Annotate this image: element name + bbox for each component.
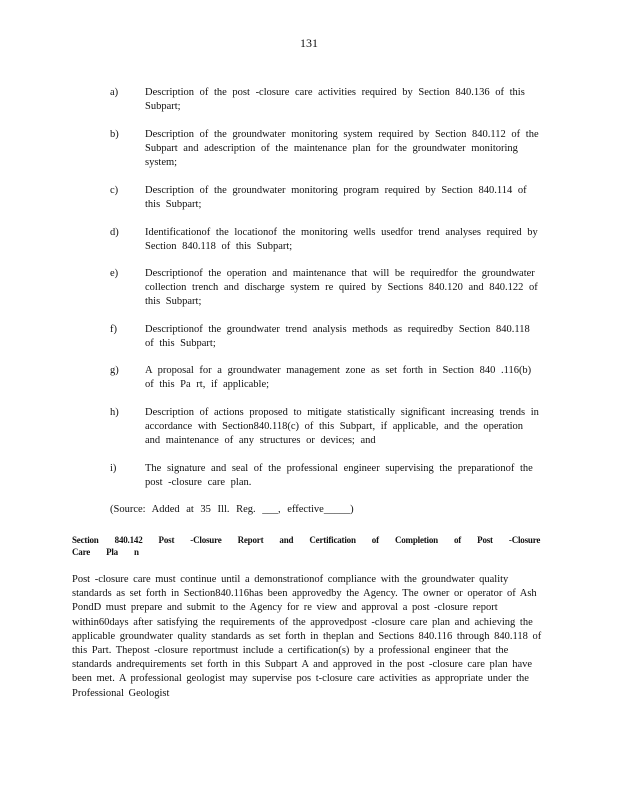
list-item-marker: g) — [110, 365, 119, 376]
list-item-text: Description of the groundwater monitoring program required by Section 840.114 of this Subpart; — [145, 185, 527, 210]
list-item-text: Description of the post -closure care activities required by Section 840.136 of this Subpart; — [145, 87, 525, 112]
list-item-text: Descriptionof the groundwater trend analysis methods as requiredby Section 840.118 of this Subpart; — [145, 324, 530, 349]
list-item-marker: f) — [110, 324, 117, 335]
list-item-text: Description of the groundwater monitoring system required by Section 840.112 of the Subpart and adescription of the maintenance plan for the groundwater monitoring system; — [145, 129, 539, 168]
list-item-marker: b) — [110, 129, 119, 140]
list-item-marker: h) — [110, 407, 119, 418]
list-item-text: A proposal for a groundwater management zone as set forth in Section 840 .116(b) of this Pa rt, if applicable; — [145, 365, 532, 390]
section-heading: Section 840.142 Post -Closure Report and Certification of Completion of Post -Closure Care Pla n — [72, 535, 541, 557]
list-item-marker: i) — [110, 463, 117, 474]
body-paragraph: Post -closure care must continue until a demonstrationof compliance with the groundwater quality standards as set forth in Section840.116has been approvedby the Agency. The owner or operator of Ash PondD must prepare and submit to the Agency for re view and approval a post -closure report within60days after satisfying the requirements of the approvedpost -closure care plan and achieving the applicable groundwater quality standards as set forth in theplan and Sections 840.116 through 840.118 of this Part. Thepost -closure reportmust include a certification(s) by a professional engineer that the standards andrequirements set forth in this Subpart A and approved in the post -closure care plan have been met. A professional geologist may supervise pos t-closure care activities as appropriate under the Professional Geologist — [72, 574, 542, 699]
list-item-text: Descriptionof the operation and maintenance that will be requiredfor the groundwater collection trench and discharge system re quired by Sections 840.120 and 840.122 of this Subpart; — [145, 268, 538, 307]
list-item-text: Description of actions proposed to mitigate statistically significant increasing trends in accordance with Section840.118(c) of this Subpart, if applicable, and the operation and maintenance of any structures or devices; and — [145, 407, 539, 446]
list-item-marker: c) — [110, 185, 119, 196]
page-number: 131 — [300, 36, 318, 50]
list-item-text: The signature and seal of the professional engineer supervising the preparationof the post -closure care plan. — [145, 463, 533, 488]
list-item-text: Identificationof the locationof the monitoring wells usedfor trend analyses required by Section 840.118 of this Subpart; — [145, 227, 538, 252]
list-item-marker: a) — [110, 87, 119, 98]
source-note: (Source: Added at 35 Ill. Reg. ___, effective_____) — [110, 504, 354, 515]
list-item-marker: e) — [110, 268, 119, 279]
list-item-marker: d) — [110, 227, 119, 238]
